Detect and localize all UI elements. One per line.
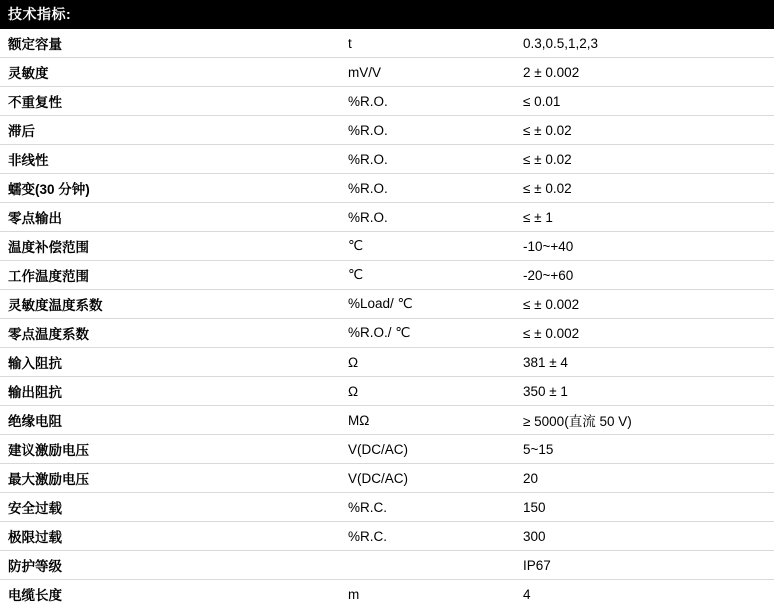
- table-row: [0, 377, 774, 406]
- spec-name-cell: 极限过载: [0, 522, 340, 551]
- spec-unit-cell: V(DC/AC): [340, 464, 515, 493]
- spec-name-cell: 额定容量: [0, 29, 340, 58]
- spec-value-cell: ≤ ± 0.002: [515, 290, 774, 319]
- spec-name-cell: 零点输出: [0, 203, 340, 232]
- spec-value-cell: 2 ± 0.002: [515, 58, 774, 87]
- spec-name-cell: 防护等级: [0, 551, 340, 580]
- table-header-row: [0, 0, 774, 29]
- spec-unit-cell: %Load/ ℃: [340, 290, 515, 319]
- spec-unit-cell: Ω: [340, 348, 515, 377]
- table-row: [0, 319, 774, 348]
- spec-unit-cell: %R.C.: [340, 493, 515, 522]
- spec-value-cell: ≤ 0.01: [515, 87, 774, 116]
- spec-name-cell: 蠕变(30 分钟): [0, 174, 340, 203]
- spec-value-cell: 300: [515, 522, 774, 551]
- table-row: [0, 406, 774, 435]
- table-row: [0, 580, 774, 608]
- spec-unit-cell: MΩ: [340, 406, 515, 435]
- spec-value-cell: ≤ ± 0.02: [515, 145, 774, 174]
- spec-value-cell: IP67: [515, 551, 774, 580]
- table-row: [0, 232, 774, 261]
- table-row: [0, 348, 774, 377]
- spec-unit-cell: %R.O./ ℃: [340, 319, 515, 348]
- table-row: [0, 87, 774, 116]
- spec-unit-cell: %R.O.: [340, 145, 515, 174]
- spec-value-cell: 150: [515, 493, 774, 522]
- table-row: [0, 145, 774, 174]
- spec-name-cell: 输入阻抗: [0, 348, 340, 377]
- spec-name-cell: 零点温度系数: [0, 319, 340, 348]
- spec-value-cell: 0.3,0.5,1,2,3: [515, 29, 774, 58]
- table-row: [0, 435, 774, 464]
- spec-unit-cell: ℃: [340, 261, 515, 290]
- spec-unit-cell: %R.O.: [340, 174, 515, 203]
- spec-unit-cell: Ω: [340, 377, 515, 406]
- spec-unit-cell: mV/V: [340, 58, 515, 87]
- table-row: [0, 551, 774, 580]
- spec-value-cell: 5~15: [515, 435, 774, 464]
- spec-unit-cell: ℃: [340, 232, 515, 261]
- spec-value-cell: ≤ ± 1: [515, 203, 774, 232]
- spec-unit-cell: t: [340, 29, 515, 58]
- spec-value-cell: 4: [515, 580, 774, 608]
- spec-unit-cell: %R.O.: [340, 116, 515, 145]
- spec-value-cell: -20~+60: [515, 261, 774, 290]
- page-title: 技术指标:: [0, 0, 774, 29]
- table-row: [0, 29, 774, 58]
- spec-name-cell: 灵敏度: [0, 58, 340, 87]
- table-row: [0, 493, 774, 522]
- table-row: [0, 116, 774, 145]
- table-row: [0, 290, 774, 319]
- spec-unit-cell: %R.O.: [340, 87, 515, 116]
- spec-value-cell: ≤ ± 0.002: [515, 319, 774, 348]
- table-row: [0, 58, 774, 87]
- spec-value-cell: ≥ 5000(直流 50 V): [515, 406, 774, 435]
- spec-name-cell: 绝缘电阻: [0, 406, 340, 435]
- spec-name-cell: 电缆长度: [0, 580, 340, 608]
- table-row: [0, 203, 774, 232]
- table-row: [0, 522, 774, 551]
- spec-name-cell: 滞后: [0, 116, 340, 145]
- spec-value-cell: 381 ± 4: [515, 348, 774, 377]
- spec-name-cell: 工作温度范围: [0, 261, 340, 290]
- spec-name-cell: 不重复性: [0, 87, 340, 116]
- table-row: [0, 174, 774, 203]
- spec-name-cell: 输出阻抗: [0, 377, 340, 406]
- spec-name-cell: 非线性: [0, 145, 340, 174]
- spec-name-cell: 最大激励电压: [0, 464, 340, 493]
- spec-value-cell: -10~+40: [515, 232, 774, 261]
- spec-unit-cell: V(DC/AC): [340, 435, 515, 464]
- spec-name-cell: 温度补偿范围: [0, 232, 340, 261]
- spec-name-cell: 安全过载: [0, 493, 340, 522]
- table-row: [0, 464, 774, 493]
- spec-value-cell: 350 ± 1: [515, 377, 774, 406]
- spec-name-cell: 灵敏度温度系数: [0, 290, 340, 319]
- spec-value-cell: ≤ ± 0.02: [515, 116, 774, 145]
- spec-value-cell: ≤ ± 0.02: [515, 174, 774, 203]
- spec-unit-cell: [340, 551, 515, 580]
- spec-unit-cell: %R.O.: [340, 203, 515, 232]
- spec-unit-cell: m: [340, 580, 515, 608]
- table-row: [0, 261, 774, 290]
- spec-name-cell: 建议激励电压: [0, 435, 340, 464]
- spec-unit-cell: %R.C.: [340, 522, 515, 551]
- spec-value-cell: 20: [515, 464, 774, 493]
